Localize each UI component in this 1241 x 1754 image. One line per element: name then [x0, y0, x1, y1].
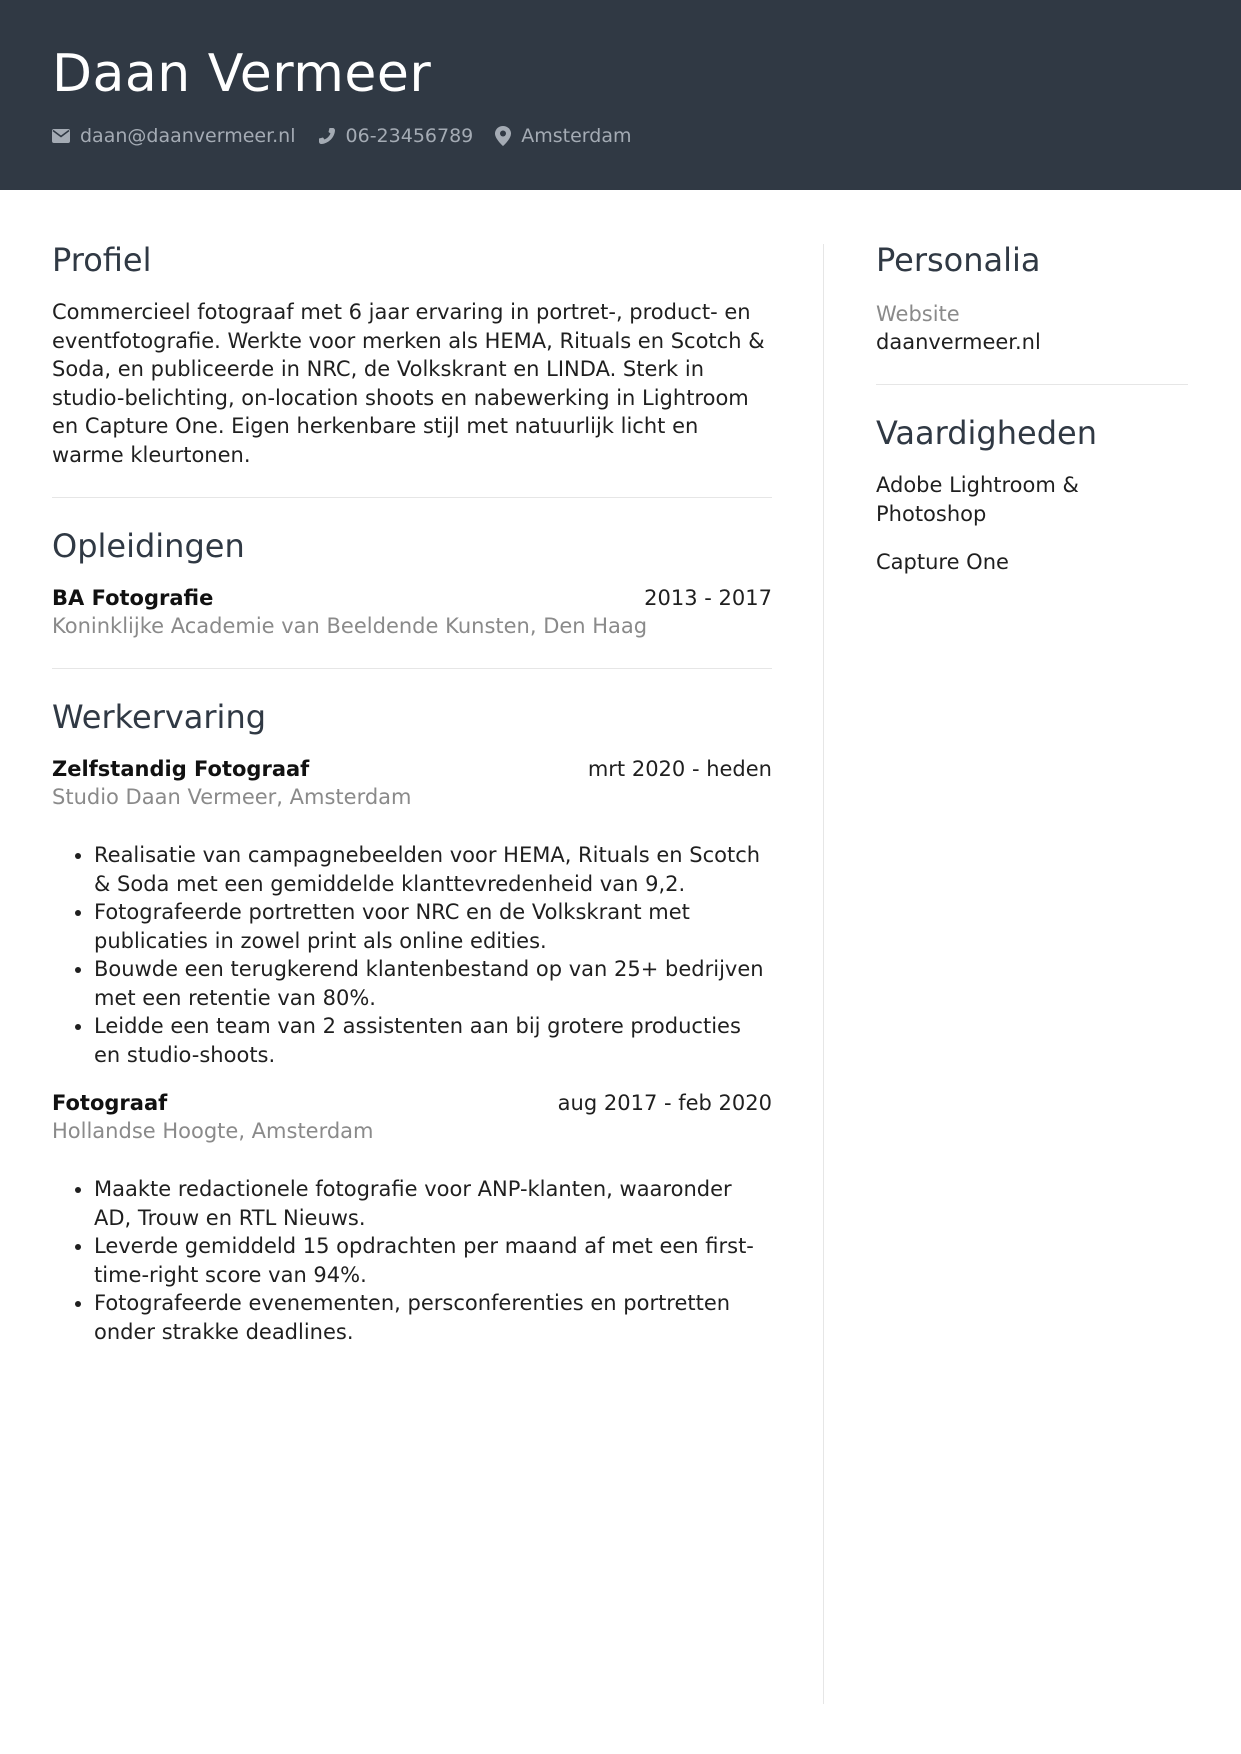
job-title: Fotograaf	[52, 1091, 168, 1115]
job-date: aug 2017 - feb 2020	[557, 1091, 772, 1115]
envelope-icon	[52, 129, 70, 143]
job-date: mrt 2020 - heden	[587, 757, 772, 781]
contact-phone	[318, 125, 474, 147]
contact-email	[52, 125, 296, 147]
education-section	[52, 526, 772, 669]
candidate-name: Daan Vermeer	[52, 44, 432, 104]
experience-section	[52, 697, 772, 1374]
phone-text[interactable]: 06-23456789	[345, 125, 474, 147]
profile-heading: Profiel	[52, 241, 152, 279]
education-entry	[52, 584, 772, 640]
phone-icon	[318, 127, 336, 145]
profile-text: Commercieel fotograaf met 6 jaar ervaring in portret-, product- en eventfotografie. Werkte voor merken als HEMA, Rituals en Scotch & Soda, en publiceerde in NRC, de Volkskrant en LINDA. Sterk in studio-belichting, on-location shoots en nabewerking in Lightroom en Capture One. Eigen herkenbare stijl met natuurlijk licht en warme kleurtonen.	[52, 300, 765, 467]
resume-header	[0, 0, 1241, 190]
job-title: Zelfstandig Fotograaf	[52, 757, 310, 781]
skill-item: Adobe Lightroom & Photoshop	[876, 473, 1079, 526]
job-company: Studio Daan Vermeer, Amsterdam	[52, 785, 412, 809]
main-column	[52, 240, 772, 1402]
job-bullets	[52, 841, 772, 1069]
education-institution: Koninklijke Academie van Beeldende Kunsten, Den Haag	[52, 614, 648, 638]
list-item: • Realisatie van campagnebeelden voor HEMA, Rituals en Scotch & Soda met een gemiddelde klanttevredenheid van 9,2.	[94, 841, 772, 898]
job-company: Hollandse Hoogte, Amsterdam	[52, 1119, 374, 1143]
contact-bar	[52, 122, 632, 150]
side-column	[876, 240, 1188, 633]
contact-location	[495, 125, 631, 147]
experience-entry	[52, 755, 772, 1069]
skill-item: Capture One	[876, 550, 1009, 574]
education-date: 2013 - 2017	[644, 586, 772, 610]
job-bullets	[52, 1175, 772, 1346]
list-item: • Maakte redactionele fotografie voor ANP-klanten, waaronder AD, Trouw en RTL Nieuws.	[94, 1175, 772, 1232]
personalia-section	[876, 240, 1188, 385]
list-item: • Leidde een team van 2 assistenten aan bij grotere producties en studio-shoots.	[94, 1012, 772, 1069]
list-item: • Fotografeerde evenementen, persconferenties en portretten onder strakke deadlines.	[94, 1289, 772, 1346]
education-title: BA Fotografie	[52, 586, 214, 610]
list-item: • Leverde gemiddeld 15 opdrachten per maand af met een first-time-right score van 94%.	[94, 1232, 772, 1289]
personalia-heading: Personalia	[876, 241, 1041, 279]
list-item: • Fotografeerde portretten voor NRC en de Volkskrant met publicaties in zowel print als online edities.	[94, 898, 772, 955]
website-label: Website	[876, 302, 960, 326]
education-heading: Opleidingen	[52, 527, 245, 565]
list-item: • Bouwde een terugkerend klantenbestand op van 25+ bedrijven met een retentie van 80%.	[94, 955, 772, 1012]
email-text[interactable]: daan@daanvermeer.nl	[80, 125, 296, 147]
location-pin-icon	[495, 126, 511, 146]
location-text: Amsterdam	[521, 125, 632, 147]
column-divider	[823, 244, 824, 1704]
skills-section	[876, 413, 1188, 605]
website-value[interactable]: daanvermeer.nl	[876, 330, 1041, 354]
profile-section	[52, 240, 772, 498]
experience-entry	[52, 1089, 772, 1346]
experience-heading: Werkervaring	[52, 698, 267, 736]
skills-heading: Vaardigheden	[876, 414, 1097, 452]
